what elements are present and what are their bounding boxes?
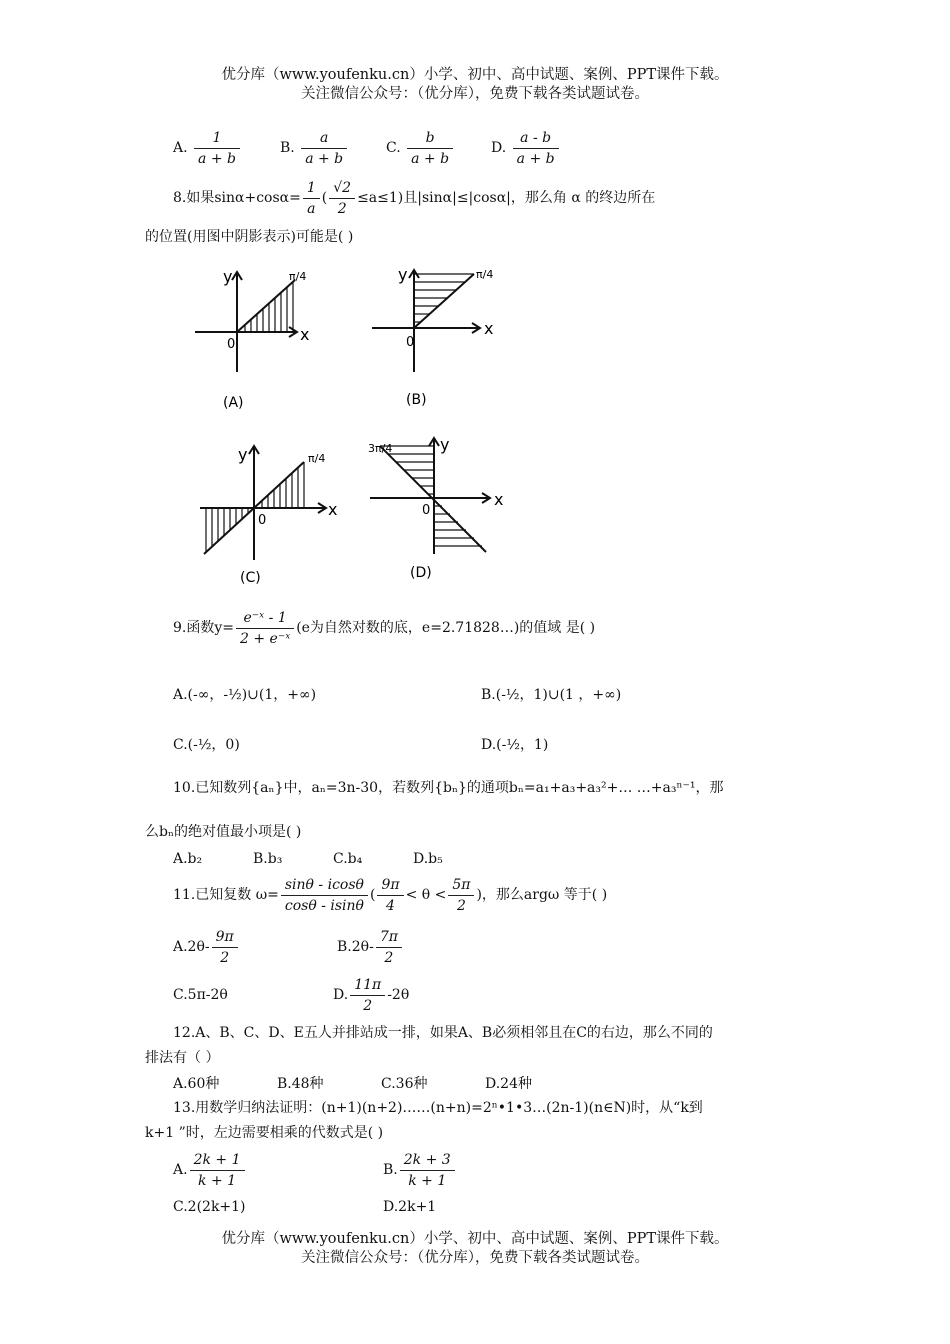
fig-d-x-label: x — [494, 490, 504, 509]
q8-stem-line1: 8.如果sinα+cosα= $\frac{1}{a}$ ( $\frac{√2}{2}$ ≤a≤1)且|sinα|≤|cosα|，那么角 α 的终边所在 — [173, 179, 656, 217]
q11-option-d: D. $\frac{11\pi}{2}$ -2θ — [333, 976, 410, 1014]
q13-stem-line2: k+1 ”时，左边需要相乘的代数式是( ) — [145, 1125, 384, 1141]
q12-option-b: B.48种 — [277, 1076, 324, 1092]
q12-option-d: D.24种 — [485, 1076, 532, 1092]
q10-option-c: C.b₄ — [333, 851, 363, 867]
q13-stem-line1: 13.用数学归纳法证明：(n+1)(n+2)……(n+n)=2ⁿ•1•3…(2n-1)(n∈N)时，从“k到 — [173, 1100, 703, 1116]
fig-b-x-label: x — [484, 319, 494, 338]
q13-option-c: C.2(2k+1) — [173, 1199, 246, 1215]
fig-a-angle-label: π/4 — [289, 270, 307, 283]
q11-option-c: C.5π-2θ — [173, 987, 228, 1003]
q10-stem-line2: 么bₙ的绝对值最小项是( ) — [145, 824, 302, 840]
q13-option-a: A. $\frac{2k + 1}{k + 1}$ — [173, 1148, 247, 1192]
header-line-1: 优分库（www.youfenku.cn）小学、初中、高中试题、案例、PPT课件下载。 — [221, 67, 729, 83]
fig-b-y-label: y — [398, 265, 408, 284]
q7-option-d: D. $\frac{a - b}{a + b}$ — [491, 128, 561, 168]
q10-stem-line1: 10.已知数列{aₙ}中，aₙ=3n-30，若数列{bₙ}的通项bₙ=a₁+a₃+a₃²+… …+a₃ⁿ⁻¹，那 — [173, 780, 724, 796]
fig-c-caption: (C) — [240, 570, 261, 586]
q9-option-c: C.(-½，0) — [173, 737, 240, 753]
figure-c — [196, 432, 346, 587]
page-footer — [0, 1230, 950, 1268]
footer-line-2: 关注微信公众号：（优分库），免费下载各类试题试卷。 — [301, 1250, 649, 1266]
q13-option-d: D.2k+1 — [383, 1199, 437, 1215]
q9-option-b: B.(-½，1)∪(1 ，+∞) — [481, 687, 622, 703]
q7-option-b: B. $\frac{a}{a + b}$ — [280, 128, 349, 168]
q11-stem: 11.已知复数 ω= $\frac{\sin\theta - icos\theta}{\cos\theta - isin\theta}$ ( $\frac{9\pi}{4}$ < θ < $\frac{5\pi}{2}$ )，那么argω 等于( ) — [173, 876, 608, 914]
figure-d — [366, 432, 516, 587]
q9-stem: 9.函数y= $\frac{\text{e⁻ˣ - 1}}{\text{2 + e⁻ˣ}}$ (e为自然对数的底，e=2.71828…)的值域 是( ) — [173, 609, 596, 647]
fig-c-y-label: y — [238, 445, 248, 464]
fig-a-caption: (A) — [223, 395, 244, 411]
q12-stem-line2: 排法有（ ） — [145, 1050, 220, 1066]
q9-option-a: A.(-∞，-½)∪(1，+∞) — [173, 687, 317, 703]
fig-a-y-label: y — [223, 267, 233, 286]
q8-stem-line2: 的位置(用图中阴影表示)可能是( ) — [145, 229, 354, 245]
fig-d-origin: 0 — [422, 503, 431, 518]
q7-option-c: C. $\frac{b}{a + b}$ — [386, 128, 455, 168]
page-header — [0, 66, 950, 104]
q10-option-b: B.b₃ — [253, 851, 283, 867]
q10-option-d: D.b₅ — [413, 851, 443, 867]
fig-b-origin: 0 — [406, 335, 415, 350]
fig-b-caption: (B) — [406, 392, 427, 408]
q11-option-b: B.2θ- $\frac{7\pi}{2}$ — [337, 925, 404, 969]
fig-c-origin: 0 — [258, 513, 267, 528]
fig-d-angle-label: 3π/4 — [368, 442, 393, 455]
q11-option-a: A.2θ- $\frac{9\pi}{2}$ — [173, 925, 240, 969]
footer-line-1: 优分库（www.youfenku.cn）小学、初中、高中试题、案例、PPT课件下载。 — [221, 1231, 729, 1247]
q13-option-b: B. $\frac{2k + 3}{k + 1}$ — [383, 1148, 457, 1192]
q10-option-a: A.b₂ — [173, 851, 203, 867]
q12-option-a: A.60种 — [173, 1076, 220, 1092]
q12-option-c: C.36种 — [381, 1076, 428, 1092]
q9-option-d: D.(-½，1) — [481, 737, 549, 753]
fig-a-origin: 0 — [227, 337, 236, 352]
fig-c-angle-label: π/4 — [308, 452, 326, 465]
fig-a-x-label: x — [300, 325, 310, 344]
figure-a — [185, 262, 325, 412]
figure-b — [368, 262, 508, 412]
fig-d-caption: (D) — [410, 565, 432, 581]
fig-b-angle-label: π/4 — [476, 268, 494, 281]
fig-d-y-label: y — [440, 435, 450, 454]
header-line-2: 关注微信公众号：（优分库），免费下载各类试题试卷。 — [301, 86, 649, 102]
q7-option-a: A. $\frac{1}{a + b}$ — [173, 128, 242, 168]
q12-stem-line1: 12.A、B、C、D、E五人并排站成一排，如果A、B必须相邻且在C的右边，那么不同的 — [173, 1025, 713, 1041]
fig-c-x-label: x — [328, 500, 338, 519]
